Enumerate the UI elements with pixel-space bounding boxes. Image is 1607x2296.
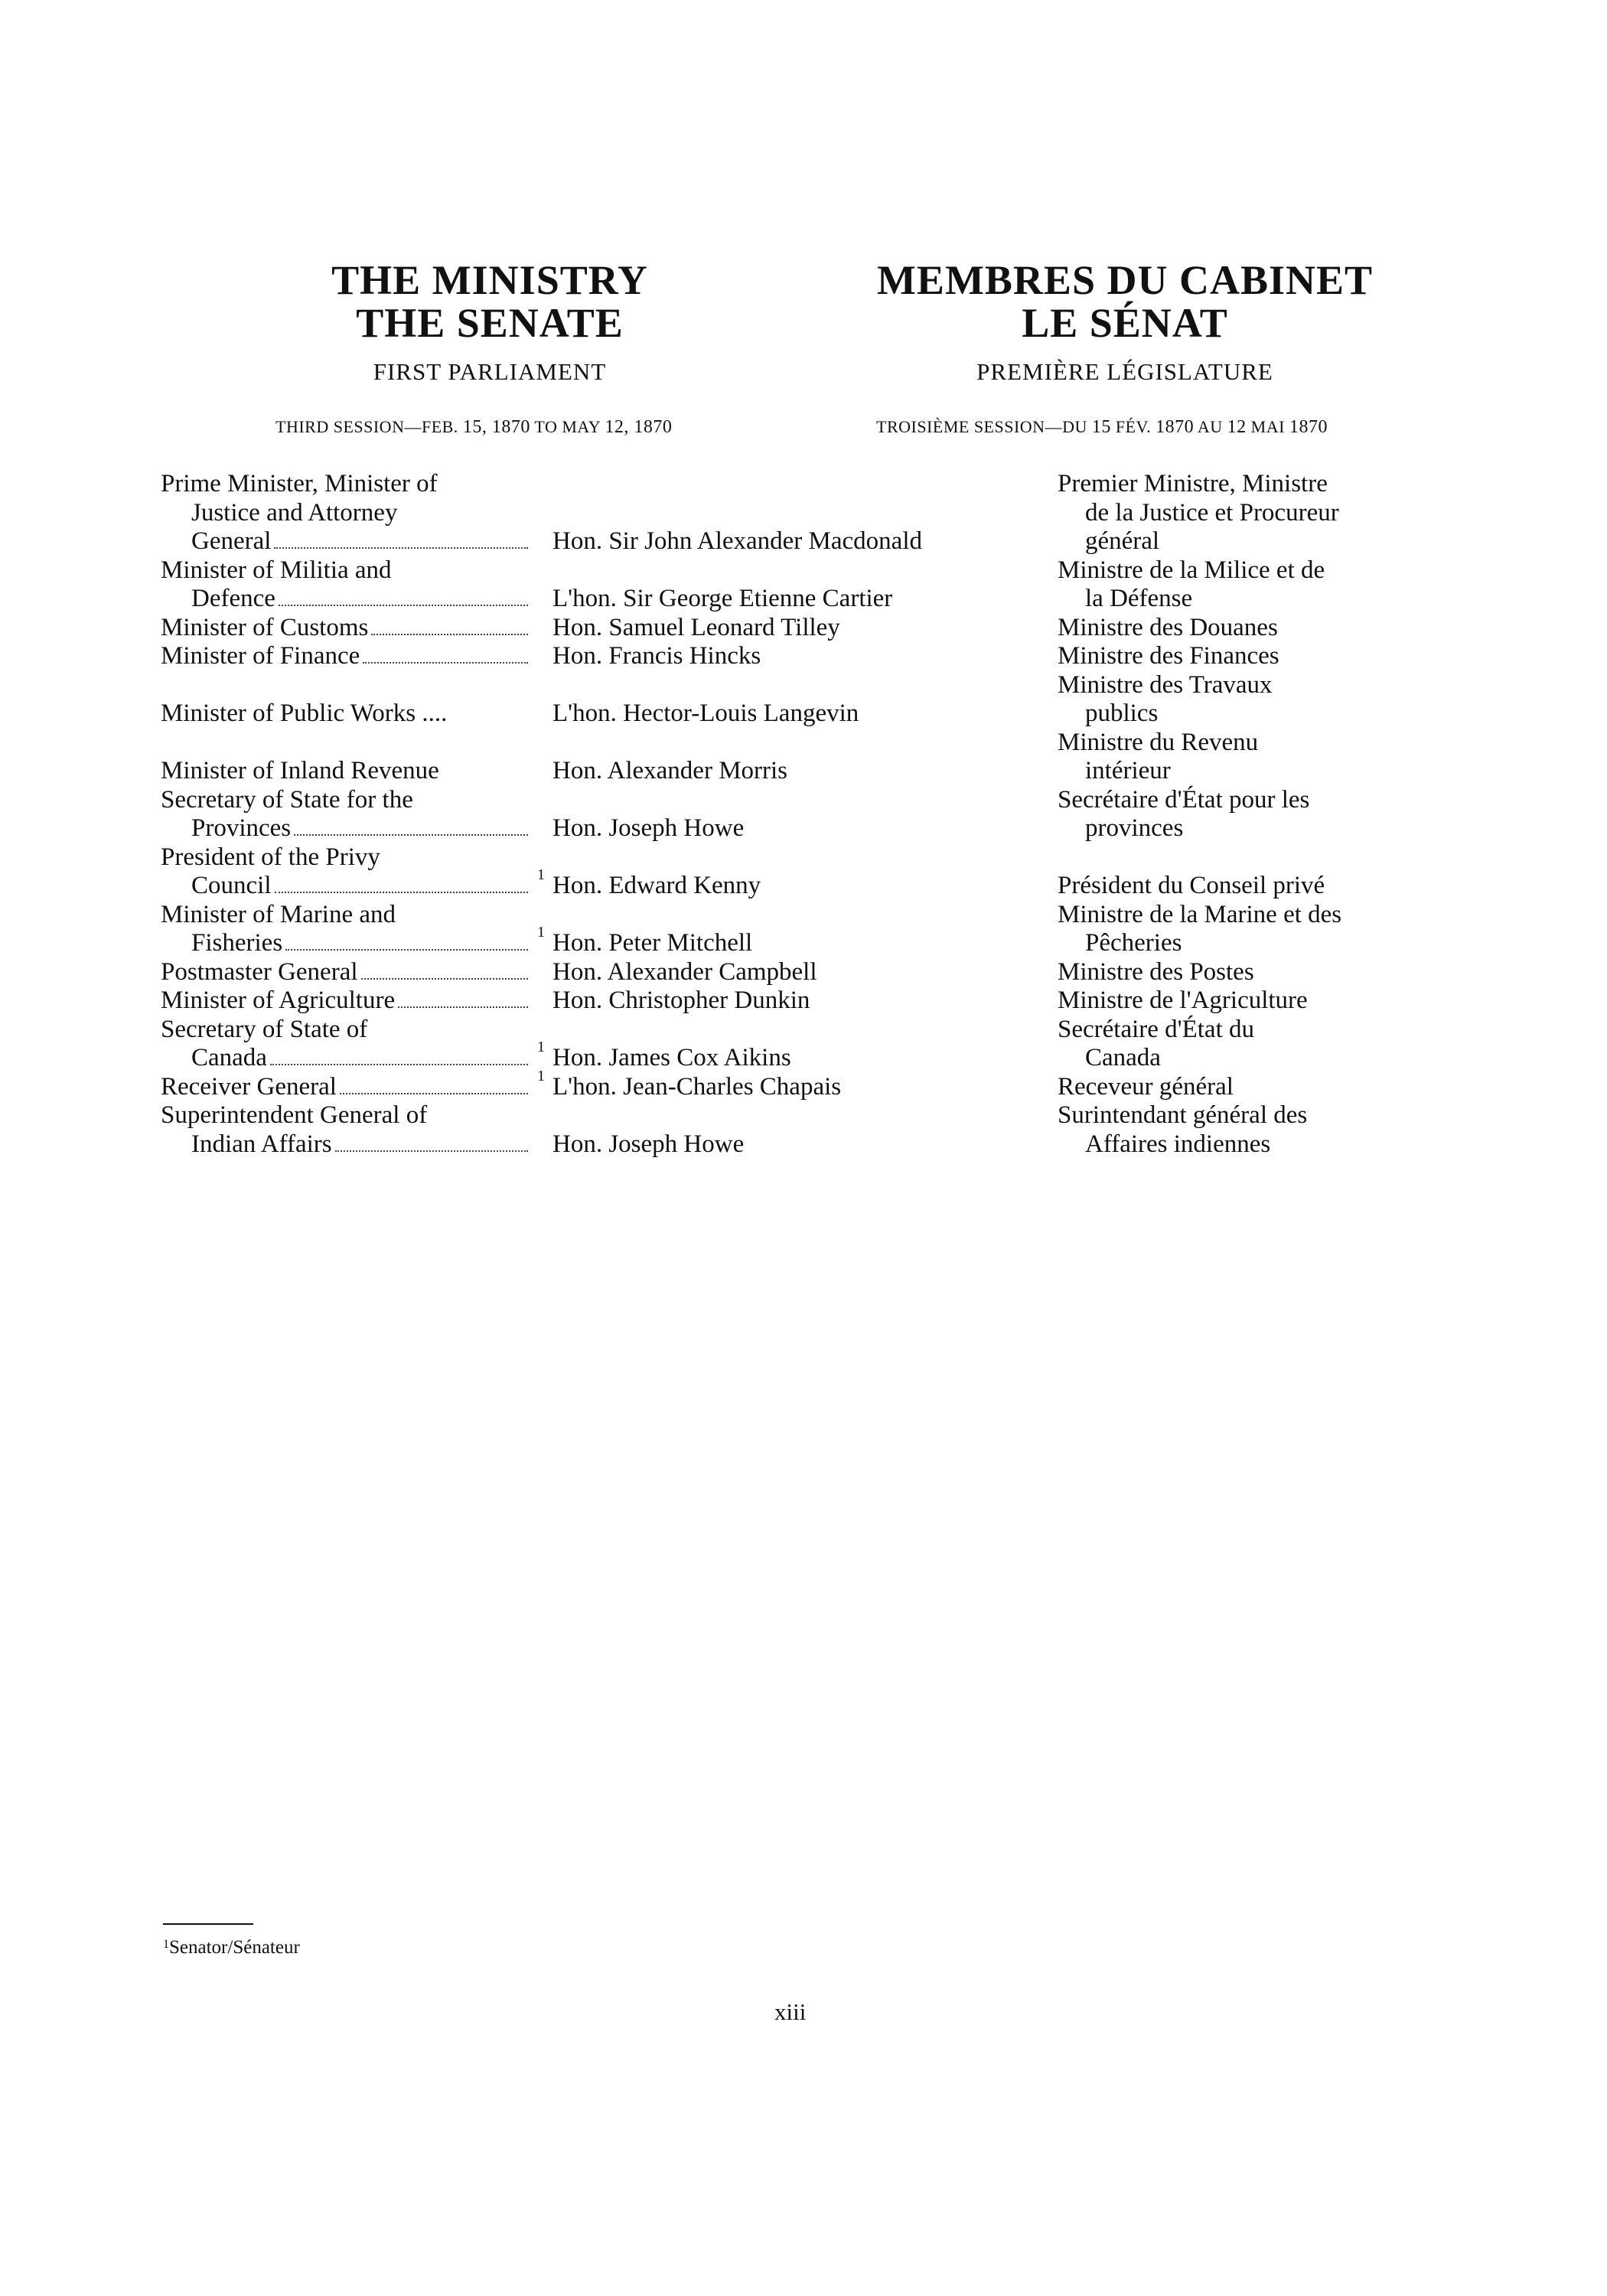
dot-leader: [335, 1150, 528, 1152]
minister-name: Hon. Alexander Campbell: [553, 957, 817, 986]
portfolio-text: Provinces: [191, 814, 292, 842]
portfolio-line: [161, 872, 528, 901]
portfolio-line: Ministre du Revenu: [1058, 728, 1259, 756]
blank-line: [1058, 843, 1455, 872]
minister-name: Hon. Peter Mitchell: [553, 929, 753, 957]
portfolio-line: Ministre des Finances: [1058, 642, 1279, 670]
portfolio-line: [161, 929, 528, 958]
senator-footnote-mark: 1: [537, 1039, 545, 1055]
session-text: MAI: [1246, 417, 1289, 436]
ministry-row: [161, 470, 1462, 556]
session-text: TO MAY: [530, 417, 605, 436]
portfolio-french: [1058, 987, 1455, 1016]
title-senat: LE SÉNAT: [1022, 300, 1228, 346]
minister-name: Hon. James Cox Aikins: [553, 1044, 791, 1071]
portfolio-line: Secrétaire d'État du: [1058, 1015, 1254, 1043]
portfolio-english: [161, 958, 528, 987]
minister-name: L'hon. Hector-Louis Langevin: [553, 700, 859, 727]
session-text: 1870: [1156, 417, 1195, 437]
portfolio-text: Indian Affairs: [191, 1130, 332, 1158]
session-text: 12, 1870: [605, 417, 673, 437]
portfolio-line: Pêcheries: [1085, 929, 1182, 957]
session-text: 1870: [1289, 417, 1328, 437]
ministry-row: [161, 901, 1462, 958]
portfolio-line: [161, 814, 528, 843]
portfolio-line: Ministre de la Marine et des: [1058, 900, 1342, 928]
portfolio-french: [1058, 1016, 1455, 1073]
ministry-row: [161, 1067, 1462, 1102]
minister-name: Hon. Edward Kenny: [553, 872, 761, 899]
ministry-row: [161, 786, 1462, 843]
dot-leader: [270, 1064, 528, 1065]
portfolio-french: [1058, 614, 1455, 643]
ministry-row: [161, 671, 1462, 729]
portfolio-line: publics: [1085, 700, 1159, 727]
portfolio-english: [161, 786, 528, 843]
header-english: [268, 259, 712, 386]
portfolio-english: [161, 729, 528, 786]
portfolio-line: de la Justice et Procureur: [1085, 498, 1339, 527]
dot-leader: [371, 634, 528, 635]
portfolio-line: Receveur général: [1058, 1072, 1234, 1101]
portfolio-line: Ministre de l'Agriculture: [1058, 987, 1308, 1014]
portfolio-line: Minister of Inland Revenue: [161, 757, 439, 784]
portfolio-line: Canada: [1085, 1044, 1161, 1071]
portfolio-text: Canada: [191, 1044, 267, 1071]
portfolio-english: [161, 642, 528, 671]
portfolio-line: [161, 614, 528, 643]
portfolio-line: Surintendant général des: [1058, 1101, 1308, 1129]
minister-name: Hon. Sir John Alexander Macdonald: [553, 527, 922, 555]
title-cabinet: MEMBRES DU CABINET: [876, 257, 1374, 303]
portfolio-line: [161, 1130, 528, 1159]
portfolio-english: [161, 1073, 528, 1102]
dot-leader: [279, 605, 528, 606]
portfolio-english: [161, 1016, 528, 1073]
portfolio-line: [161, 1073, 528, 1102]
session-french: [876, 417, 1328, 437]
blank-line: [161, 671, 528, 700]
portfolio-french: [1058, 901, 1455, 958]
portfolio-text: Postmaster General: [161, 957, 358, 986]
dot-leader: [274, 547, 528, 549]
portfolio-line: Minister of Public Works ....: [161, 700, 448, 727]
portfolio-line: Président du Conseil privé: [1058, 872, 1325, 899]
portfolio-french: [1058, 556, 1455, 614]
portfolio-line: Secretary of State for the: [161, 785, 413, 814]
session-text: TROISIÈME SESSION—DU: [876, 417, 1092, 436]
portfolio-line: Premier Ministre, Ministre: [1058, 470, 1328, 497]
session-english: [275, 417, 672, 437]
dot-leader: [285, 949, 528, 951]
ministry-row: [161, 958, 1462, 987]
portfolio-line: Ministre des Travaux: [1058, 670, 1273, 699]
footnote-mark: 1: [163, 1938, 169, 1951]
portfolio-line: provinces: [1085, 814, 1184, 842]
portfolio-line: Justice and Attorney: [191, 498, 398, 527]
ministry-row: [161, 642, 1462, 671]
portfolio-line: President of the Privy: [161, 843, 380, 871]
portfolio-french: [1058, 1073, 1455, 1102]
portfolio-line: [161, 1044, 528, 1073]
portfolio-english: [161, 901, 528, 958]
ministry-row: [161, 987, 1462, 1016]
session-text: FÉV.: [1110, 417, 1156, 436]
ministry-table: [161, 470, 1462, 1159]
dot-leader: [363, 662, 528, 664]
minister-name: Hon. Christopher Dunkin: [553, 987, 810, 1014]
portfolio-line: Affaires indiennes: [1085, 1130, 1271, 1158]
portfolio-line: [161, 987, 528, 1016]
legislature-label: PREMIÈRE LÉGISLATURE: [976, 358, 1273, 385]
portfolio-line: général: [1085, 527, 1160, 555]
portfolio-line: Secrétaire d'État pour les: [1058, 785, 1310, 814]
portfolio-french: [1058, 786, 1455, 843]
portfolio-line: Ministre de la Milice et de: [1058, 556, 1325, 584]
portfolio-french: [1058, 470, 1455, 556]
dot-leader: [294, 834, 528, 836]
portfolio-english: [161, 470, 528, 556]
minister-name: Hon. Alexander Morris: [553, 757, 788, 784]
portfolio-line: intérieur: [1085, 757, 1171, 784]
session-text: THIRD SESSION—FEB.: [275, 417, 463, 436]
portfolio-line: Minister of Marine and: [161, 900, 396, 928]
portfolio-text: Fisheries: [191, 929, 283, 957]
portfolio-text: Defence: [191, 585, 275, 612]
title-ministry: THE MINISTRY: [331, 257, 648, 303]
parliament-label: FIRST PARLIAMENT: [373, 358, 607, 385]
minister-name: L'hon. Jean-Charles Chapais: [553, 1072, 842, 1101]
portfolio-french: [1058, 671, 1455, 729]
portfolio-line: [161, 585, 528, 614]
portfolio-english: [161, 987, 528, 1016]
portfolio-french: [1058, 729, 1455, 786]
portfolio-line: [161, 958, 528, 987]
portfolio-line: [161, 642, 528, 671]
minister-name: Hon. Joseph Howe: [553, 1130, 745, 1158]
blank-line: [161, 729, 528, 758]
senator-footnote-mark: 1: [537, 924, 545, 941]
portfolio-line: Prime Minister, Minister of: [161, 470, 438, 497]
portfolio-line: [161, 527, 528, 556]
ministry-row: [161, 1016, 1462, 1073]
minister-name: Hon. Joseph Howe: [553, 814, 745, 842]
portfolio-french: [1058, 642, 1455, 671]
dot-leader: [361, 978, 528, 980]
portfolio-english: [161, 671, 528, 729]
ministry-row: [161, 556, 1462, 614]
session-text: 15: [1091, 417, 1111, 437]
portfolio-french: [1058, 1101, 1455, 1159]
ministry-row: [161, 614, 1462, 643]
portfolio-line: Minister of Militia and: [161, 556, 392, 584]
portfolio-line: Secretary of State of: [161, 1015, 368, 1043]
minister-name: L'hon. Sir George Etienne Cartier: [553, 585, 893, 612]
portfolio-text: Minister of Finance: [161, 642, 360, 670]
portfolio-line: Ministre des Postes: [1058, 957, 1254, 986]
portfolio-english: [161, 1101, 528, 1159]
portfolio-french: [1058, 958, 1455, 987]
portfolio-french: [1058, 843, 1455, 901]
portfolio-line: Superintendent General of: [161, 1101, 428, 1129]
footnote-rule: [163, 1923, 253, 1925]
ministry-row: [161, 1101, 1462, 1159]
portfolio-text: Council: [191, 872, 272, 899]
session-text: 15, 1870: [462, 417, 530, 437]
minister-name: Hon. Francis Hincks: [553, 642, 761, 670]
senator-footnote-mark: 1: [537, 866, 545, 883]
portfolio-text: Minister of Customs: [161, 613, 369, 641]
portfolio-text: Receiver General: [161, 1072, 337, 1101]
footnote: [163, 1933, 300, 1959]
page-number: xiii: [774, 1998, 807, 2025]
dot-leader: [398, 1006, 528, 1008]
title-senate: THE SENATE: [356, 300, 624, 346]
portfolio-english: [161, 556, 528, 614]
dot-leader: [340, 1093, 528, 1094]
portfolio-text: General: [191, 527, 272, 555]
ministry-row: [161, 729, 1462, 786]
header-french: [823, 259, 1427, 386]
dot-leader: [275, 892, 529, 893]
portfolio-line: Ministre des Douanes: [1058, 613, 1278, 641]
senator-footnote-mark: 1: [537, 1067, 545, 1084]
minister-name: Hon. Samuel Leonard Tilley: [553, 613, 840, 641]
session-text: 12: [1227, 417, 1247, 437]
session-text: AU: [1194, 417, 1227, 436]
portfolio-text: Minister of Agriculture: [161, 987, 396, 1014]
portfolio-line: la Défense: [1085, 585, 1193, 612]
footnote-text: Senator/Sénateur: [169, 1937, 300, 1958]
ministry-row: [161, 843, 1462, 901]
portfolio-english: [161, 843, 528, 901]
portfolio-english: [161, 614, 528, 643]
